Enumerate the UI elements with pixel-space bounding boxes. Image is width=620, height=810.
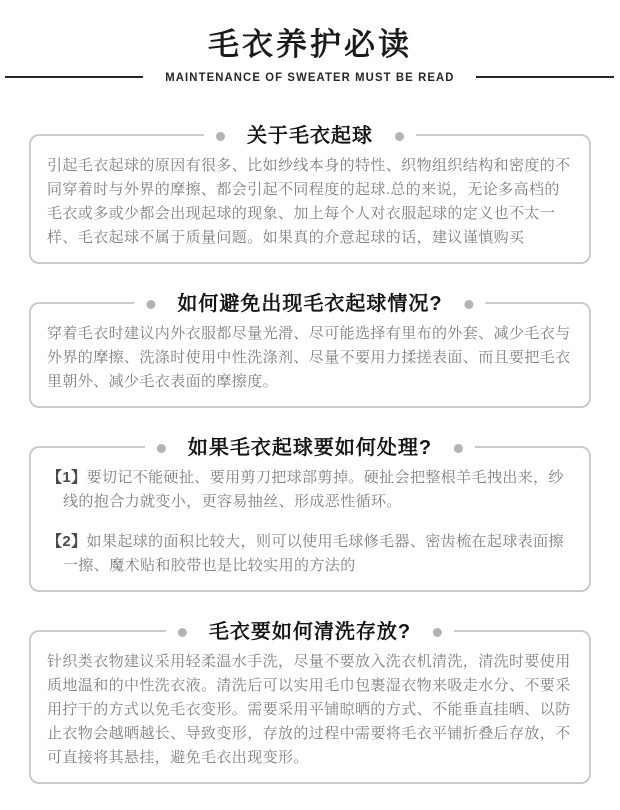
section-body bbox=[47, 322, 573, 394]
section-heading bbox=[134, 291, 485, 317]
item-marker: 【2】 bbox=[47, 533, 87, 550]
section-heading bbox=[204, 123, 416, 149]
body-paragraph: 引起毛衣起球的原因有很多、比如纱线本身的特性、织物组织结构和密度的不同穿着时与外界的摩擦、都会引起不同程度的起球.总的来说，无论多高档的毛衣或多或少都会出现起球的现象、加上每个人对衣服起球的定义也不太一样、毛衣起球不属于质量问题。如果真的介意起球的话，建议谨慎购买 bbox=[47, 157, 571, 246]
page-title: 毛衣养护必读 bbox=[208, 27, 412, 62]
heading-dot-right bbox=[395, 132, 404, 141]
section-heading bbox=[145, 435, 475, 461]
body-paragraph: 穿着毛衣时建议内外衣服都尽量光滑、尽可能选择有里布的外套、减少毛衣与外界的摩擦、洗涤时使用中性洗涤剂、尽量不要用力揉搓表面、而且要把毛衣里朝外、减少毛衣表面的摩擦度。 bbox=[47, 325, 571, 390]
heading-dot-left bbox=[146, 300, 155, 309]
item-text: 要切记不能硬扯、要用剪刀把球部剪掉。硬扯会把整根羊毛拽出来，纱线的抱合力就变小，更容易抽丝、形成恶性循环。 bbox=[63, 469, 564, 510]
section-body bbox=[47, 154, 573, 250]
section-title: 毛衣要如何清洗存放? bbox=[208, 621, 412, 643]
section-body bbox=[47, 466, 573, 578]
page-subtitle: MAINTENANCE OF SWEATER MUST BE READ bbox=[164, 70, 455, 84]
subtitle-row bbox=[0, 70, 620, 84]
section-title: 如果毛衣起球要如何处理? bbox=[187, 437, 433, 459]
body-paragraph: 针织类衣物建议采用轻柔温水手洗，尽量不要放入洗衣机清洗，清洗时要使用质地温和的中性洗衣液。清洗后可以实用毛巾包裹湿衣物来吸走水分、不要采用拧干的方式以免毛衣变形。需要采用平铺晾晒的方式、不能垂直挂晒、以防止衣物会越晒越长、导致变形，存放的过程中需要将毛衣平铺折叠后存放，不可直接将其悬挂，避免毛衣出现变形。 bbox=[47, 653, 571, 766]
heading-dot-right bbox=[465, 300, 474, 309]
heading-dot-right bbox=[433, 628, 442, 637]
item-text: 如果起球的面积比较大，则可以使用毛球修毛器、密齿梳在起球表面擦一擦、魔术贴和胶带也是比较实用的方法的 bbox=[63, 533, 564, 574]
section-about-pilling bbox=[29, 125, 591, 264]
section-avoid-pilling bbox=[29, 293, 591, 408]
divider-line-left bbox=[5, 76, 143, 78]
item-marker: 【1】 bbox=[47, 469, 87, 486]
list-item bbox=[47, 530, 573, 578]
section-wash-storage bbox=[29, 621, 591, 784]
divider-line-right bbox=[476, 76, 614, 78]
page-header bbox=[0, 0, 620, 84]
section-title: 如何避免出现毛衣起球情况? bbox=[177, 293, 443, 315]
list-item bbox=[47, 466, 573, 514]
section-handle-pilling bbox=[29, 437, 591, 592]
heading-dot-left bbox=[178, 628, 187, 637]
section-title: 关于毛衣起球 bbox=[247, 125, 373, 147]
heading-dot-left bbox=[157, 444, 166, 453]
section-heading bbox=[166, 619, 454, 645]
heading-dot-right bbox=[454, 444, 463, 453]
section-body bbox=[47, 650, 573, 770]
heading-dot-left bbox=[216, 132, 225, 141]
